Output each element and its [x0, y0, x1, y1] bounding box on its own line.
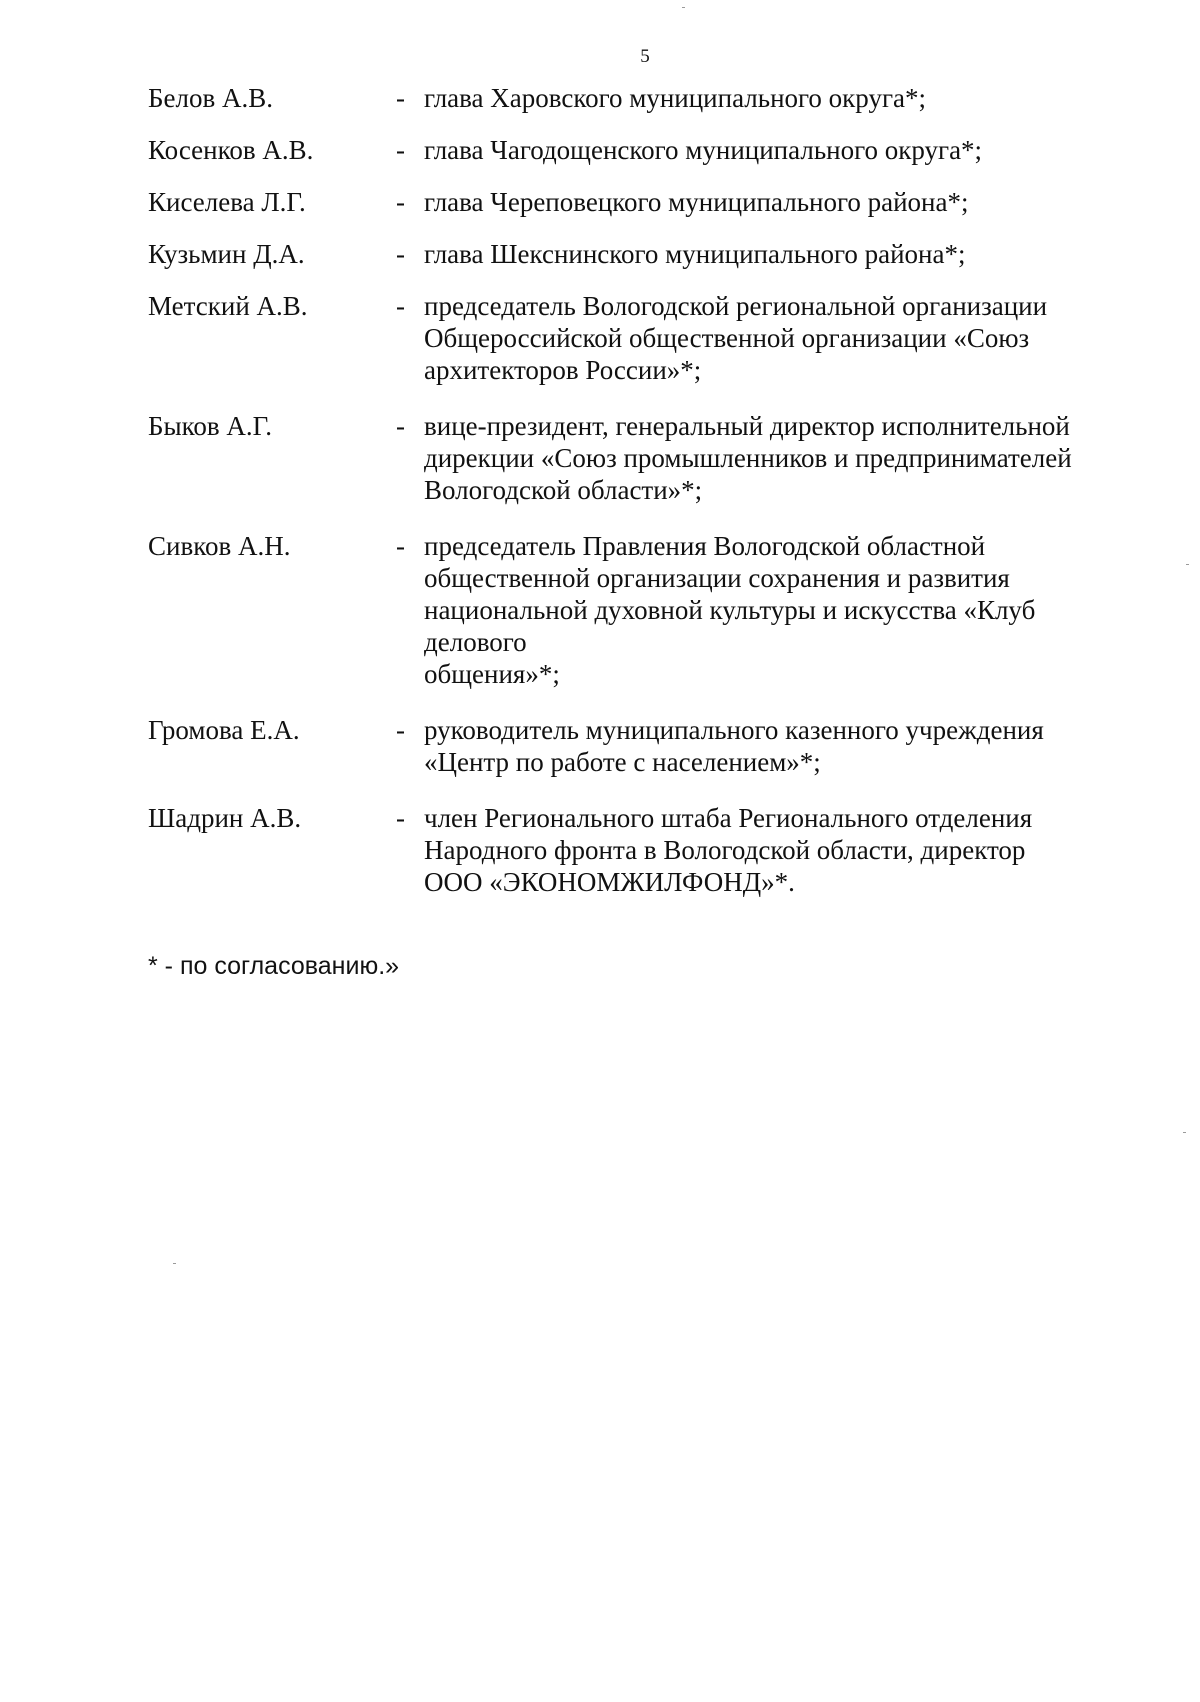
member-row [148, 290, 1138, 386]
member-position: вице-президент, генеральный директор исполнительной дирекции «Союз промышленников и предпринимателей Вологодской области»*; [424, 411, 1072, 505]
member-position: председатель Правления Вологодской областной общественной организации сохранения и развития национальной духовной культуры и искусства «Клуб делового общения»*; [424, 531, 1036, 689]
member-position: глава Череповецкого муниципального района*; [424, 187, 969, 217]
scan-speck [173, 1263, 176, 1264]
member-row [148, 134, 1138, 166]
dash-separator: - [396, 239, 405, 269]
dash-separator: - [396, 715, 405, 745]
footnote: * - по согласованию.» [148, 952, 400, 980]
member-name: Сивков А.Н. [148, 531, 291, 561]
scan-speck [682, 7, 685, 8]
member-position: глава Шекснинского муниципального района*; [424, 239, 966, 269]
dash-separator: - [396, 411, 405, 441]
member-position: глава Чагодощенского муниципального округа*; [424, 135, 983, 165]
member-row [148, 802, 1138, 898]
member-name: Метский А.В. [148, 291, 308, 321]
dash-separator: - [396, 83, 405, 113]
member-name: Белов А.В. [148, 83, 273, 113]
dash-separator: - [396, 291, 405, 321]
member-name: Кузьмин Д.А. [148, 239, 305, 269]
member-position: глава Харовского муниципального округа*; [424, 83, 927, 113]
member-name: Косенков А.В. [148, 135, 314, 165]
member-row [148, 714, 1138, 778]
member-name: Громова Е.А. [148, 715, 300, 745]
scan-speck [1183, 1132, 1186, 1133]
member-position: член Регионального штаба Регионального отделения Народного фронта в Вологодской области, директор ООО «ЭКОНОМЖИЛФОНД»*. [424, 803, 1033, 897]
dash-separator: - [396, 135, 405, 165]
member-row [148, 410, 1138, 506]
member-name: Шадрин А.В. [148, 803, 302, 833]
member-row [148, 186, 1138, 218]
dash-separator: - [396, 803, 405, 833]
dash-separator: - [396, 531, 405, 561]
dash-separator: - [396, 187, 405, 217]
member-name: Быков А.Г. [148, 411, 272, 441]
member-row [148, 530, 1138, 690]
member-row [148, 82, 1138, 114]
scan-speck [1186, 564, 1189, 565]
member-name: Киселева Л.Г. [148, 187, 306, 217]
page-number: 5 [640, 46, 650, 67]
member-list [148, 82, 1138, 898]
member-row [148, 238, 1138, 270]
member-position: председатель Вологодской региональной организации Общероссийской общественной организации «Союз архитекторов России»*; [424, 291, 1048, 385]
member-position: руководитель муниципального казенного учреждения «Центр по работе с населением»*; [424, 715, 1044, 777]
